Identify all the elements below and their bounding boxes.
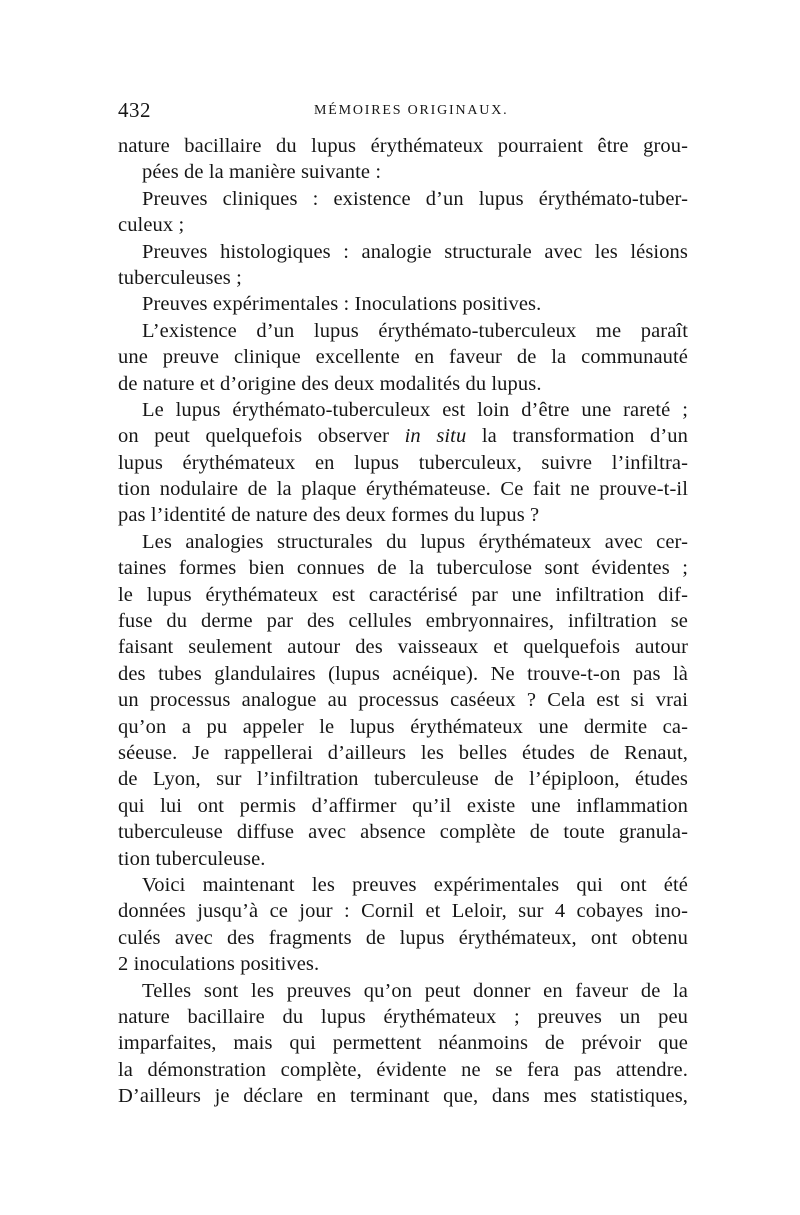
text-line: Preuves cliniques : existence d’un lupus érythémato-tuber- [142, 187, 688, 210]
body-text [118, 133, 688, 1109]
text-line: tuberculeuse diffuse avec absence complète de toute granula- [118, 821, 688, 844]
text-line: Les analogies structurales du lupus érythémateux avec cer- [142, 530, 688, 553]
text-line: Telles sont les preuves qu’on peut donner en faveur de la [142, 979, 688, 1002]
text-line: nature bacillaire du lupus érythémateux ; preuves un peu [118, 1005, 688, 1028]
text-line [118, 423, 688, 449]
line-segment: la transformation d’un [481, 425, 688, 448]
text-line: des tubes glandulaires (lupus acnéique). Ne trouve-t-on pas là [118, 662, 688, 685]
text-line: qu’on a pu appeler le lupus érythémateux une dermite ca- [118, 715, 688, 738]
text-line: le lupus érythémateux est caractérisé par une infiltration dif- [118, 583, 688, 606]
text-line: qui lui ont permis d’affirmer qu’il existe une inflammation [118, 794, 688, 817]
text-line: une preuve clinique excellente en faveur de la communauté [118, 346, 688, 369]
text-line: un processus analogue au processus caséeux ? Cela est si vrai [118, 689, 688, 712]
text-line: L’existence d’un lupus érythémato-tuberculeux me paraît [142, 319, 688, 342]
text-line: de nature et d’origine des deux modalités du lupus. [118, 372, 542, 395]
text-line: fuse du derme par des cellules embryonnaires, infiltration se [118, 610, 688, 633]
text-line: Preuves histologiques : analogie structurale avec les lésions [142, 240, 688, 263]
text-line: tion tuberculeuse. [118, 847, 266, 870]
running-head [118, 98, 688, 124]
text-line: données jusqu’à ce jour : Cornil et Leloir, sur 4 cobayes ino- [118, 900, 688, 923]
text-line: Preuves expérimentales : Inoculations positives. [142, 293, 542, 316]
text-line: taines formes bien connues de la tuberculose sont évidentes ; [118, 557, 688, 580]
text-line: culés avec des fragments de lupus érythémateux, ont obtenu [118, 926, 688, 949]
text-line: tion nodulaire de la plaque érythémateuse. Ce fait ne prouve-t-il [118, 478, 688, 501]
running-title: MÉMOIRES ORIGINAUX. [314, 103, 509, 118]
text-line: D’ailleurs je déclare en terminant que, dans mes statistiques, [118, 1085, 688, 1108]
italic-phrase: in situ [404, 425, 467, 448]
text-line: lupus érythémateux en lupus tuberculeux, suivre l’infiltra- [118, 451, 688, 474]
text-line: pées de la manière suivante : [142, 161, 382, 184]
text-line: de Lyon, sur l’infiltration tuberculeuse de l’épiploon, études [118, 768, 688, 791]
text-line: séeuse. Je rappellerai d’ailleurs les belles études de Renaut, [118, 741, 688, 764]
text-line: tuberculeuses ; [118, 266, 242, 289]
text-line: Voici maintenant les preuves expérimentales qui ont été [142, 873, 688, 896]
text-line: culeux ; [118, 214, 185, 237]
text-line: faisant seulement autour des vaisseaux et quelquefois autour [118, 636, 688, 659]
text-line: la démonstration complète, évidente ne se fera pas attendre. [118, 1058, 688, 1081]
text-line: Le lupus érythémato-tuberculeux est loin d’être une rareté ; [142, 398, 688, 421]
page-number: 432 [118, 98, 151, 122]
text-line: pas l’identité de nature des deux formes du lupus ? [118, 504, 540, 527]
text-line: imparfaites, mais qui permettent néanmoins de prévoir que [118, 1032, 688, 1055]
text-line: 2 inoculations positives. [118, 953, 320, 976]
text-line: nature bacillaire du lupus érythémateux pourraient être grou- [118, 135, 688, 157]
line-segment: on peut quelquefois observer [118, 425, 390, 448]
